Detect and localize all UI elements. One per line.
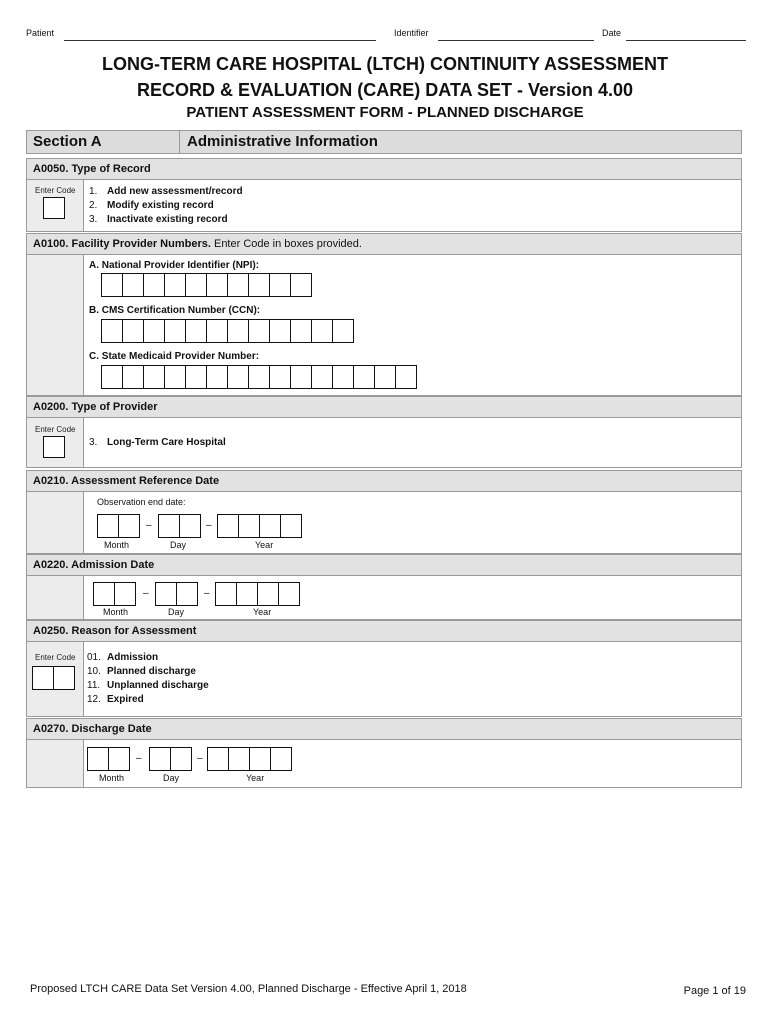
a0100-heading-text: A0100. Facility Provider Numbers. <box>33 238 211 250</box>
date-separator: – <box>146 520 152 531</box>
enter-code-label: Enter Code <box>35 186 76 195</box>
a0200-body <box>26 418 742 468</box>
a0210-day-input[interactable] <box>158 514 200 538</box>
date-separator: – <box>136 753 142 764</box>
a0200-heading: A0200. Type of Provider <box>26 396 742 418</box>
observation-end-label: Observation end date: <box>97 497 186 507</box>
a0220-heading: A0220. Admission Date <box>26 554 742 576</box>
a0270-code-column <box>27 740 84 787</box>
list-item: 12. Expired <box>87 694 144 705</box>
identifier-field[interactable] <box>438 40 594 41</box>
a0050-code-box[interactable] <box>43 197 65 219</box>
day-label: Day <box>168 607 185 617</box>
a0050-body <box>26 180 742 232</box>
list-item: 2. Modify existing record <box>89 200 214 211</box>
a0100-body <box>26 255 742 396</box>
a0250-options <box>87 651 209 707</box>
npi-input[interactable] <box>101 273 311 297</box>
a0270-day-input[interactable] <box>149 747 191 771</box>
a0200-code-column <box>27 418 84 467</box>
a0250-code-box[interactable] <box>32 666 74 690</box>
enter-code-label: Enter Code <box>35 653 76 662</box>
a0220-month-input[interactable] <box>93 582 135 606</box>
list-item: 3. Inactivate existing record <box>89 214 228 225</box>
section-header <box>26 130 742 154</box>
form-title-line2: RECORD & EVALUATION (CARE) DATA SET - Version 4.00 <box>136 80 634 100</box>
day-label: Day <box>170 540 187 550</box>
date-label: Date <box>602 28 622 38</box>
list-item: 1. Add new assessment/record <box>89 186 243 197</box>
year-label: Year <box>246 773 265 783</box>
date-separator: – <box>206 520 212 531</box>
section-title: Administrative Information <box>187 133 378 150</box>
ccn-input[interactable] <box>101 319 353 343</box>
footer-text: Proposed LTCH CARE Data Set Version 4.00, Planned Discharge - Effective April 1, 2018 <box>30 983 467 995</box>
date-separator: – <box>197 753 203 764</box>
form-title-line1: LONG-TERM CARE HOSPITAL (LTCH) CONTINUITY ASSESSMENT <box>102 54 668 74</box>
a0270-heading: A0270. Discharge Date <box>26 718 742 740</box>
medicaid-input[interactable] <box>101 365 416 389</box>
patient-header <box>26 28 746 44</box>
a0270-year-input[interactable] <box>207 747 291 771</box>
section-divider <box>179 131 180 153</box>
medicaid-label: C. State Medicaid Provider Number: <box>89 351 260 362</box>
month-label: Month <box>103 607 129 617</box>
list-item: 10. Planned discharge <box>87 666 196 677</box>
npi-label: A. National Provider Identifier (NPI): <box>89 260 260 271</box>
a0050-code-column <box>27 180 84 231</box>
date-separator: – <box>143 588 149 599</box>
a0270-body <box>26 740 742 788</box>
a0220-code-column <box>27 576 84 619</box>
date-separator: – <box>204 588 210 599</box>
a0250-heading: A0250. Reason for Assessment <box>26 620 742 642</box>
form-subtitle: PATIENT ASSESSMENT FORM - PLANNED DISCHARGE <box>186 104 584 121</box>
page-number: Page 1 of 19 <box>683 985 746 997</box>
ccn-label: B. CMS Certification Number (CCN): <box>89 305 261 316</box>
a0270-month-input[interactable] <box>87 747 129 771</box>
a0220-year-input[interactable] <box>215 582 299 606</box>
list-item: 11. Unplanned discharge <box>87 680 209 691</box>
a0220-body <box>26 576 742 620</box>
a0210-heading: A0210. Assessment Reference Date <box>26 470 742 492</box>
section-name: Section A <box>33 133 102 150</box>
patient-field[interactable] <box>64 40 376 41</box>
a0050-heading: A0050. Type of Record <box>26 158 742 180</box>
a0220-day-input[interactable] <box>155 582 197 606</box>
a0210-code-column <box>27 492 84 553</box>
a0050-options <box>89 185 243 227</box>
a0210-month-input[interactable] <box>97 514 139 538</box>
year-label: Year <box>255 540 274 550</box>
identifier-label: Identifier <box>394 28 429 38</box>
a0250-code-column <box>27 642 84 716</box>
a0100-heading-note: Enter Code in boxes provided. <box>210 238 362 250</box>
a0250-body <box>26 642 742 717</box>
enter-code-label: Enter Code <box>35 425 76 434</box>
a0200-code-box[interactable] <box>43 436 65 458</box>
year-label: Year <box>253 607 272 617</box>
a0100-heading <box>26 233 742 255</box>
patient-label: Patient <box>26 28 55 38</box>
day-label: Day <box>163 773 180 783</box>
month-label: Month <box>104 540 130 550</box>
a0100-code-column <box>27 255 84 395</box>
a0210-body <box>26 492 742 554</box>
date-field[interactable] <box>626 40 746 41</box>
a0210-year-input[interactable] <box>217 514 301 538</box>
a0200-option: 3. Long-Term Care Hospital <box>89 437 226 448</box>
list-item: 01. Admission <box>87 652 159 663</box>
month-label: Month <box>99 773 125 783</box>
